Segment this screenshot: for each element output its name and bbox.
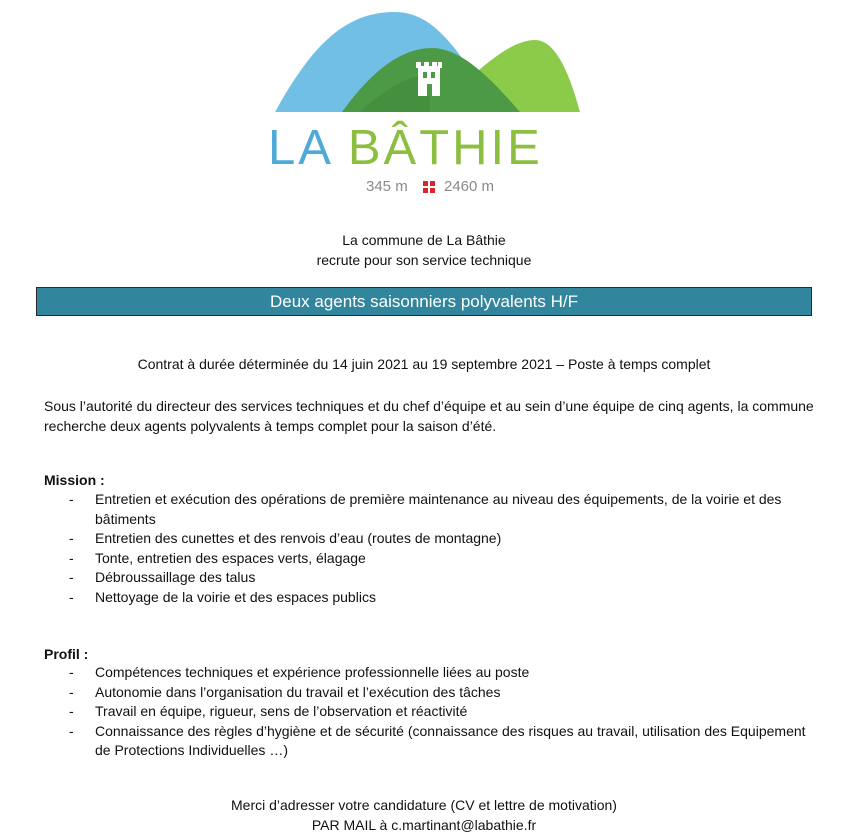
altitude-high: 2460 m (444, 178, 495, 195)
profil-item-text: Travail en équipe, rigueur, sens de l’observation et réactivité (95, 703, 468, 719)
intro-line-1: La commune de La Bâthie (342, 232, 506, 248)
profil-item-text: Compétences techniques et expérience professionnelle liées au poste (95, 664, 530, 680)
list-item: - Autonomie dans l’organisation du travail et l’exécution des tâches (69, 683, 501, 700)
description-paragraph: Sous l’autorité du directeur des services techniques et du chef d’équipe et au sein d’une équipe de cinq agents, la commune recherche deux agents polyvalents à temps complet pour la saison d’été. (44, 398, 814, 434)
list-item: - Débroussaillage des talus (69, 569, 256, 585)
list-item: - Entretien des cunettes et des renvois d’eau (routes de montagne) (69, 530, 502, 546)
mission-item-text: Entretien des cunettes et des renvois d’eau (routes de montagne) (95, 530, 502, 546)
logo-word-bathie: BÂTHIE (347, 121, 543, 175)
savoie-flag-icon (423, 181, 435, 193)
contact-line-2: PAR MAIL à c.martinant@labathie.fr (311, 817, 537, 833)
list-item: - Entretien et exécution des opérations de première maintenance au niveau des équipements, de la voirie et des bâtiments (69, 491, 782, 527)
profil-list (44, 663, 814, 761)
list-item: - Tonte, entretien des espaces verts, élagage (69, 549, 366, 566)
mission-item-text: Nettoyage de la voirie et des espaces publics (95, 588, 376, 605)
list-item: - Travail en équipe, rigueur, sens de l’observation et réactivité (69, 703, 468, 719)
logo-word-la: LA (268, 121, 332, 175)
list-item: - Compétences techniques et expérience professionnelle liées au poste (69, 664, 530, 680)
tower-icon (416, 62, 442, 96)
profil-item-text: Connaissance des règles d’hygiène et de sécurité (connaissance des risques au travail, utilisation des Equipement de Protections Individuelles …) (95, 722, 806, 758)
job-title-banner: Deux agents saisonniers polyvalents H/F (36, 287, 812, 316)
contact-line-1: Merci d’adresser votre candidature (CV et lettre de motivation) (231, 797, 617, 813)
altitude-low: 345 m (366, 178, 408, 195)
mission-heading: Mission : (44, 472, 105, 488)
profil-item-text: Autonomie dans l’organisation du travail et l’exécution des tâches (95, 683, 501, 700)
mission-list (44, 490, 814, 607)
mission-item-text: Tonte, entretien des espaces verts, élagage (95, 549, 366, 566)
mission-item-text: Débroussaillage des talus (95, 569, 256, 585)
mission-item-text: Entretien et exécution des opérations de première maintenance au niveau des équipements, de la voirie et des bâtiments (95, 491, 782, 527)
list-item: - Connaissance des règles d’hygiène et de sécurité (connaissance des risques au travail, utilisation des Equipement de Protections Individuelles …) (69, 722, 806, 758)
intro-line-2: recrute pour son service technique (316, 252, 532, 268)
list-item: - Nettoyage de la voirie et des espaces publics (69, 588, 376, 605)
commune-logo (0, 0, 848, 205)
contract-line: Contrat à durée déterminée du 14 juin 2021 au 19 septembre 2021 – Poste à temps complet (137, 356, 711, 372)
profil-heading: Profil : (44, 646, 89, 662)
logo-wordmark (268, 118, 588, 178)
